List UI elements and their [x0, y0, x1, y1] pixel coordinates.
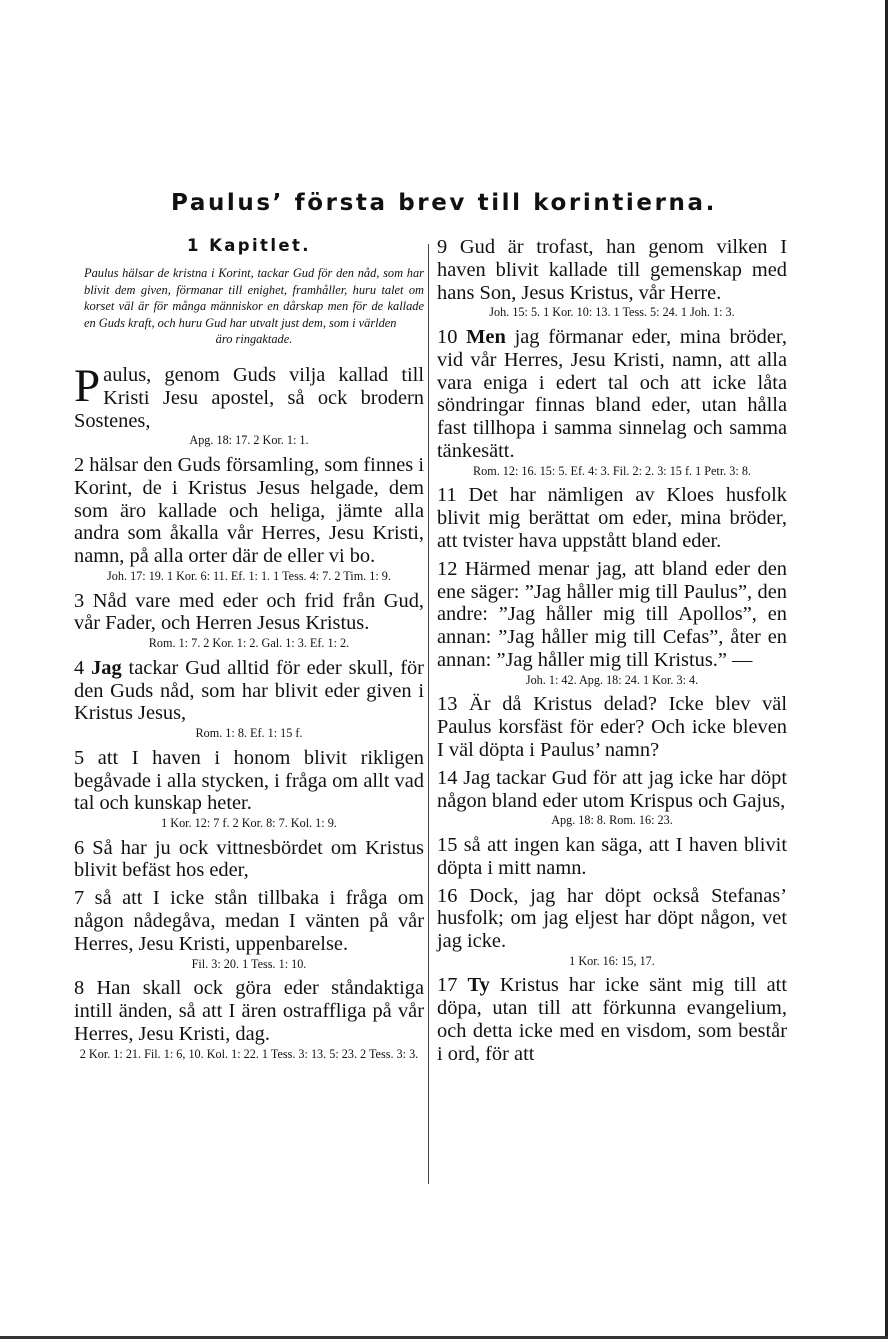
verse-6: 6 Så har ju ock vittnesbördet om Kristus blivit befäst hos eder, [74, 836, 424, 882]
verse-2: 2 hälsar den Guds församling, som finnes i Korint, de i Kristus Jesus helgade, dem som äro kallade och heliga, jämte alla andra som åkalla vår Herres, Jesu Kristi, namn, på alla orter där de eller vi bo. [74, 453, 424, 568]
verse-17-number: 17 [437, 974, 458, 997]
verse-4-number: 4 [74, 656, 85, 679]
verse-17-text: Kristus har icke sänt mig till att döpa, utan till att förkunna evangelium, och detta icke med en visdom, som består i ord, för att [437, 974, 787, 1065]
verse-10-text: jag förmanar eder, mina bröder, vid vår Herres, Jesu Kristi, namn, att alla vara eniga i edert tal och att icke låta söndringar finnas bland eder, utan hålla fast tillhopa i samma sinnelag och samma tänkesätt. [437, 325, 787, 462]
verse-4 [74, 657, 424, 725]
verse-7-ref: Fil. 3: 20. 1 Tess. 1: 10. [191, 956, 307, 971]
verse-11: 11 Det har nämligen av Kloes husfolk blivit mig berättat om eder, mina bröder, att tvister hava uppstått bland eder. [437, 484, 787, 552]
verse-1-ref: Apg. 18: 17. 2 Kor. 1: 1. [189, 433, 309, 448]
verse-2-ref: Joh. 17: 19. 1 Kor. 6: 11. Ef. 1: 1. 1 Tess. 4: 7. 2 Tim. 1: 9. [107, 568, 391, 583]
verse-13: 13 Är då Kristus delad? Icke blev väl Paulus korsfäst för eder? Och icke bleven I väl döpta i Paulus’ namn? [437, 693, 787, 761]
verse-8-ref: 2 Kor. 1: 21. Fil. 1: 6, 10. Kol. 1: 22. 1 Tess. 3: 13. 5: 23. 2 Tess. 3: 3. [79, 1046, 419, 1061]
verse-3: 3 Nåd vare med eder och frid från Gud, vår Fader, och Herren Jesus Kristus. [74, 589, 424, 635]
verse-14: 14 Jag tackar Gud för att jag icke har döpt någon bland eder utom Krispus och Gajus, [437, 766, 787, 812]
verse-7: 7 så att I icke stån tillbaka i fråga om någon nådegåva, medan I vänten på vår Herres, Jesu Kristi, uppenbarelse. [74, 887, 424, 955]
page-title: Paulus’ första brev till korintierna. [171, 190, 717, 216]
verse-9: 9 Gud är trofast, han genom vilken I haven blivit kallade till gemenskap med hans Son, Jesus Kristus, vår Herre. [437, 236, 787, 304]
verse-10-ref: Rom. 12: 16. 15: 5. Ef. 4: 3. Fil. 2: 2. 3: 15 f. 1 Petr. 3: 8. [473, 463, 751, 478]
verse-16-ref: 1 Kor. 16: 15, 17. [569, 953, 655, 968]
verse-17 [437, 974, 787, 1065]
chapter-summary-end: äro ringaktade. [215, 332, 293, 347]
verse-5: 5 att I haven i honom blivit rikligen begåvade i alla stycken, i fråga om allt vad tal och kunskap heter. [74, 746, 424, 815]
verse-4-bold-word: Jag [91, 656, 122, 679]
verse-8: 8 Han skall ock göra eder ståndaktiga intill änden, så att I ären ostraffliga på vår Herres, Jesu Kristi, dag. [74, 977, 424, 1045]
verse-1-text: aulus, genom Guds vilja kallad till Kristi Jesu apostel, så ock brodern Sostenes, [74, 363, 424, 432]
verse-5-ref: 1 Kor. 12: 7 f. 2 Kor. 8: 7. Kol. 1: 9. [161, 816, 337, 831]
verse-17-bold-word: Ty [467, 974, 490, 997]
drop-cap: P [74, 359, 101, 412]
verse-10-bold-word: Men [466, 325, 506, 348]
right-column [437, 236, 787, 1066]
column-divider [428, 244, 429, 1184]
verse-15: 15 så att ingen kan säga, att I haven blivit döpta i mitt namn. [437, 833, 787, 879]
verse-3-ref: Rom. 1: 7. 2 Kor. 1: 2. Gal. 1: 3. Ef. 1: 2. [148, 636, 350, 651]
verse-10 [437, 326, 787, 463]
verse-12: 12 Härmed menar jag, att bland eder den ene säger: ”Jag håller mig till Paulus”, den andre: ”Jag håller mig till Apollos”, en annan: ”Jag håller mig till Cefas”, åter en annan: ”Jag håller mig till Kristus.” — [437, 557, 787, 671]
verse-1 [74, 359, 424, 432]
verse-12-ref: Joh. 1: 42. Apg. 18: 24. 1 Kor. 3: 4. [525, 672, 699, 687]
chapter-heading: 1 Kapitlet. [187, 236, 311, 255]
chapter-summary [74, 265, 424, 348]
chapter-summary-text: Paulus hälsar de kristna i Korint, tackar Gud för den nåd, som har blivit dem given, förmanar till enighet, framhåller, huru talet om korset väl är för många människor en dårskap men för de kallade en Guds kraft, och huru Gud har utvalt just dem, som i världen [84, 266, 424, 330]
verse-4-ref: Rom. 1: 8. Ef. 1: 15 f. [195, 726, 303, 741]
verse-10-number: 10 [437, 325, 458, 348]
verse-16: 16 Dock, jag har döpt också Stefanas’ husfolk; om jag eljest har döpt någon, vet jag icke. [437, 884, 787, 953]
verse-9-ref: Joh. 15: 5. 1 Kor. 10: 13. 1 Tess. 5: 24. 1 Joh. 1: 3. [489, 305, 735, 320]
left-column [74, 236, 424, 1064]
verse-4-text: tackar Gud alltid för eder skull, för den Guds nåd, som har blivit eder given i Kristus Jesus, [74, 656, 424, 725]
verse-14-ref: Apg. 18: 8. Rom. 16: 23. [551, 813, 673, 828]
